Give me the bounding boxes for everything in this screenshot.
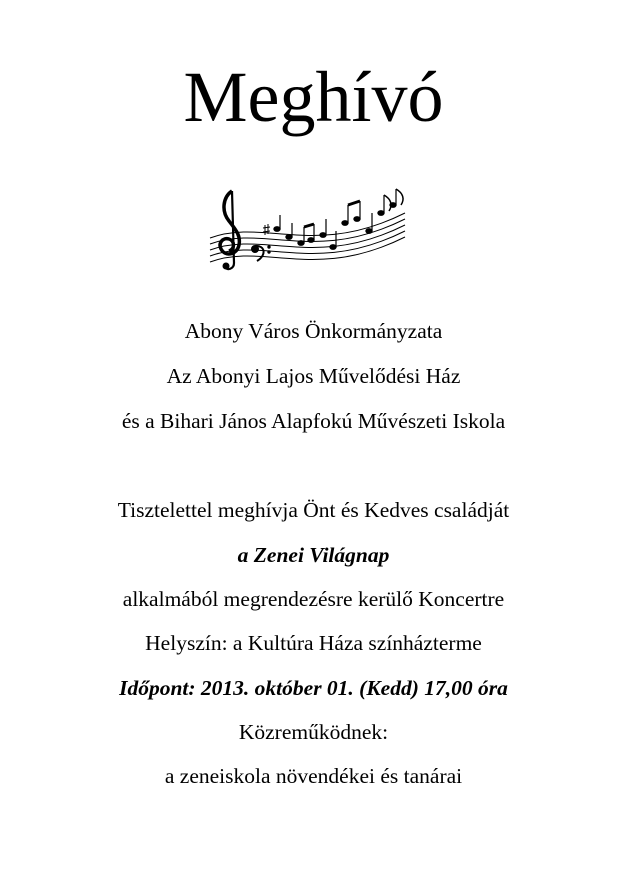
host-line-1: Abony Város Önkormányzata xyxy=(184,319,443,343)
event-name: a Zenei Világnap xyxy=(237,543,390,567)
host-line-3: és a Bihari János Alapfokú Művészeti Iskola xyxy=(121,409,506,433)
event-occasion: alkalmából megrendezésre kerülő Koncertre xyxy=(122,587,505,611)
invitation-intro: Tisztelettel meghívja Önt és Kedves családját xyxy=(117,498,510,522)
host-line-2: Az Abonyi Lajos Művelődési Ház xyxy=(166,364,461,388)
event-venue: Helyszín: a Kultúra Háza színházterme xyxy=(145,631,482,655)
performers-label: Közreműködnek: xyxy=(238,720,389,744)
event-datetime: Időpont: 2013. október 01. (Kedd) 17,00 óra xyxy=(119,676,508,700)
page-title: Meghívó xyxy=(183,57,444,137)
performers: a zeneiskola növendékei és tanárai xyxy=(164,764,463,788)
music-staff-icon xyxy=(205,183,410,275)
